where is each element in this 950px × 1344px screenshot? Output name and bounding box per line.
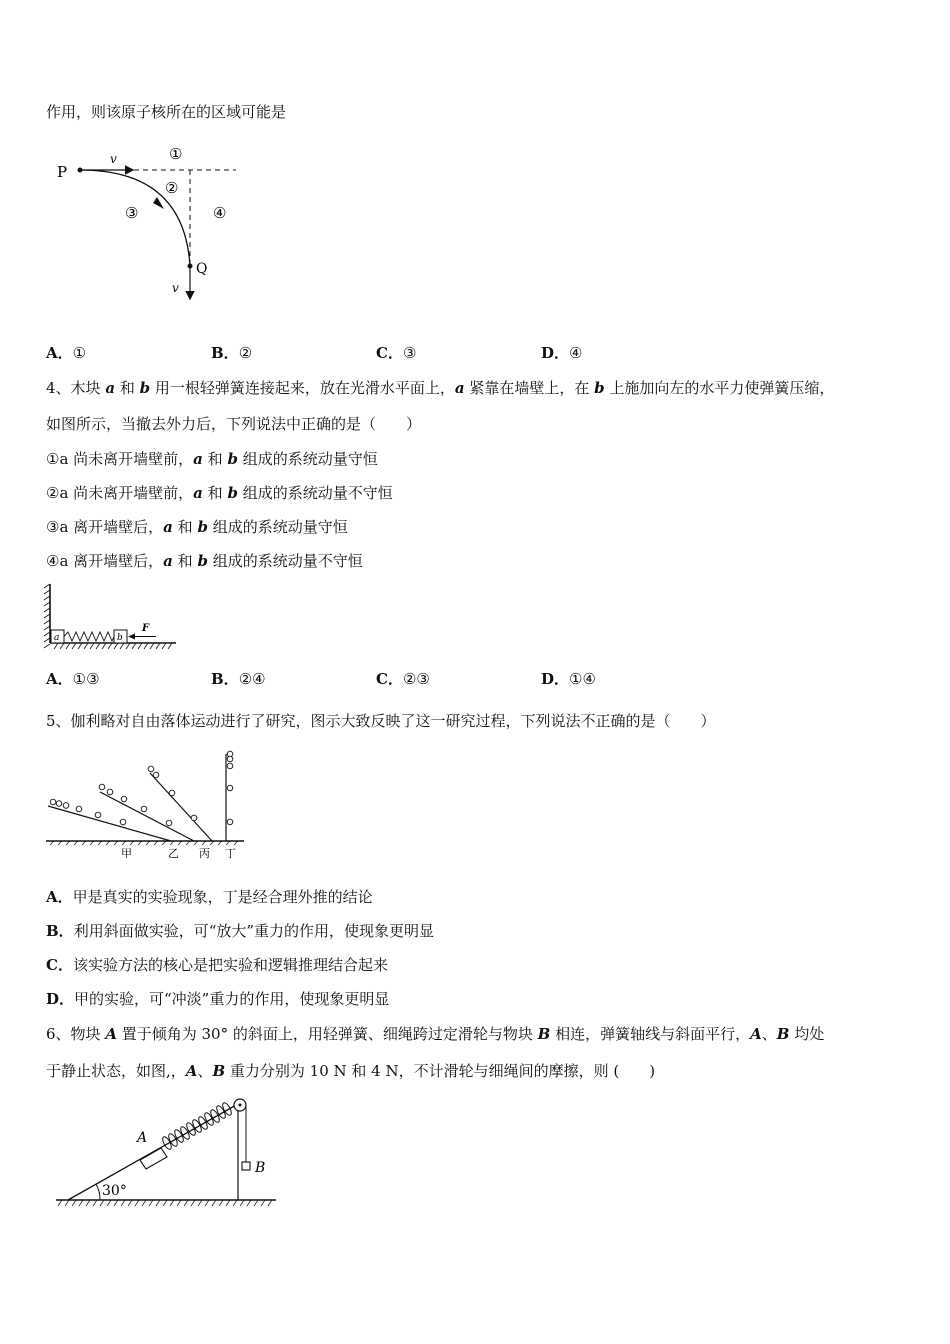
- q5-ball: [148, 766, 154, 772]
- q5-ball: [227, 819, 233, 825]
- q5-ball: [121, 796, 127, 802]
- q6-stem-line2: 于静止状态，如图,，A、B 重力分别为 10 N 和 4 N，不计滑轮与细绳间的摩擦，则 ( ): [46, 1062, 656, 1080]
- q3-option-b[interactable]: B．②: [211, 344, 253, 362]
- q4-spring-figure: [44, 584, 180, 654]
- q5-ball: [76, 806, 82, 812]
- q3-point-p: [78, 168, 83, 173]
- q4-option-c[interactable]: C．②③: [376, 670, 430, 688]
- q4-label-f: F: [142, 623, 150, 634]
- q3-curve-arrowhead: [153, 197, 164, 209]
- q5-label-bing: 丙: [199, 847, 210, 860]
- q5-ball: [227, 756, 233, 762]
- q4-wall-hatch: [44, 584, 50, 648]
- q3-label-v-bottom: v: [172, 281, 179, 295]
- q4-floor-hatch: [54, 643, 172, 649]
- q3-region-1: ①: [169, 145, 183, 163]
- q6-angle-arc: [96, 1184, 100, 1200]
- q6-stem-line1: 6、物块 A 置于倾角为 30° 的斜面上，用轻弹簧、细绳跨过定滑轮与物块 B 相连，弹簧轴线与斜面平行，A、B 均处: [46, 1025, 825, 1043]
- q6-label-angle: 30°: [102, 1183, 127, 1199]
- q5-ball: [95, 812, 101, 818]
- q5-ball: [153, 772, 159, 778]
- q5-ball: [141, 806, 147, 812]
- q5-ball: [227, 785, 233, 791]
- q6-incline-figure: [52, 1094, 282, 1210]
- q4-force-arrowhead: [128, 634, 135, 640]
- q5-ball: [50, 799, 56, 805]
- q3-label-p: P: [57, 163, 68, 181]
- q5-ball: [99, 784, 105, 790]
- q3-option-c[interactable]: C．③: [376, 344, 417, 362]
- q5-ball: [169, 790, 175, 796]
- q3-label-v-top: v: [110, 152, 117, 166]
- q4-statement-3: ③a 离开墙壁后，a 和 b 组成的系统动量守恒: [46, 518, 348, 536]
- q5-option-b[interactable]: B．利用斜面做实验，可“放大”重力的作用，使现象更明显: [46, 922, 435, 940]
- q4-spring: [64, 632, 114, 641]
- q5-option-d[interactable]: D．甲的实验，可“冲淡”重力的作用，使现象更明显: [46, 990, 390, 1008]
- q3-option-a[interactable]: A．①: [46, 344, 87, 362]
- q3-region-2: ②: [165, 179, 179, 197]
- q4-label-b: b: [117, 633, 123, 643]
- q6-ground-hatch: [58, 1200, 272, 1206]
- q3-point-q: [188, 264, 193, 269]
- q6-spring: [161, 1101, 233, 1150]
- q4-stem-line2: 如图所示，当撤去外力后，下列说法中正确的是（ ）: [46, 415, 422, 433]
- q5-label-jia: 甲: [121, 847, 132, 860]
- q6-block-b: [242, 1162, 250, 1170]
- q5-option-a[interactable]: A．甲是真实的实验现象，丁是经合理外推的结论: [46, 888, 373, 906]
- q5-ball: [107, 789, 113, 795]
- q5-incline-1: [48, 806, 171, 841]
- q4-statement-1: ①a 尚未离开墙壁前，a 和 b 组成的系统动量守恒: [46, 450, 378, 468]
- q6-pulley-axle: [239, 1104, 242, 1107]
- q4-label-a: a: [54, 633, 60, 643]
- q5-stem: 5、伽利略对自由落体运动进行了研究，图示大致反映了这一研究过程，下列说法不正确的是（ ）: [46, 712, 716, 730]
- q4-option-d[interactable]: D．①④: [541, 670, 596, 688]
- q5-ball: [56, 801, 62, 807]
- q3-region-3: ③: [125, 204, 139, 222]
- q5-label-yi: 乙: [168, 847, 179, 860]
- q3-label-q: Q: [196, 261, 208, 277]
- q5-ball: [166, 820, 172, 826]
- q4-stem-line1: 4、木块 a 和 b 用一根轻弹簧连接起来，放在光滑水平面上，a 紧靠在墙壁上，在 b 上施加向左的水平力使弹簧压缩，: [46, 379, 835, 397]
- q6-label-b: B: [255, 1160, 266, 1176]
- q3-trajectory-figure: [40, 140, 260, 310]
- q5-ball: [191, 815, 197, 821]
- q5-ball: [63, 803, 69, 809]
- q5-option-c[interactable]: C．该实验方法的核心是把实验和逻辑推理结合起来: [46, 956, 388, 974]
- q3-option-d[interactable]: D．④: [541, 344, 583, 362]
- q3-region-4: ④: [213, 204, 227, 222]
- q5-ball: [120, 819, 126, 825]
- q4-statement-2: ②a 尚未离开墙壁前，a 和 b 组成的系统动量不守恒: [46, 484, 393, 502]
- q3-intro: 作用，则该原子核所在的区域可能是: [46, 103, 287, 121]
- q4-option-b[interactable]: B．②④: [211, 670, 266, 688]
- q4-option-a[interactable]: A．①③: [46, 670, 100, 688]
- q4-statement-4: ④a 离开墙壁后，a 和 b 组成的系统动量不守恒: [46, 552, 363, 570]
- q5-label-ding: 丁: [225, 847, 236, 860]
- q5-ball: [227, 763, 233, 769]
- q5-galileo-figure: [46, 748, 246, 860]
- q6-label-a: A: [137, 1130, 148, 1146]
- q5-incline-3: [150, 773, 212, 841]
